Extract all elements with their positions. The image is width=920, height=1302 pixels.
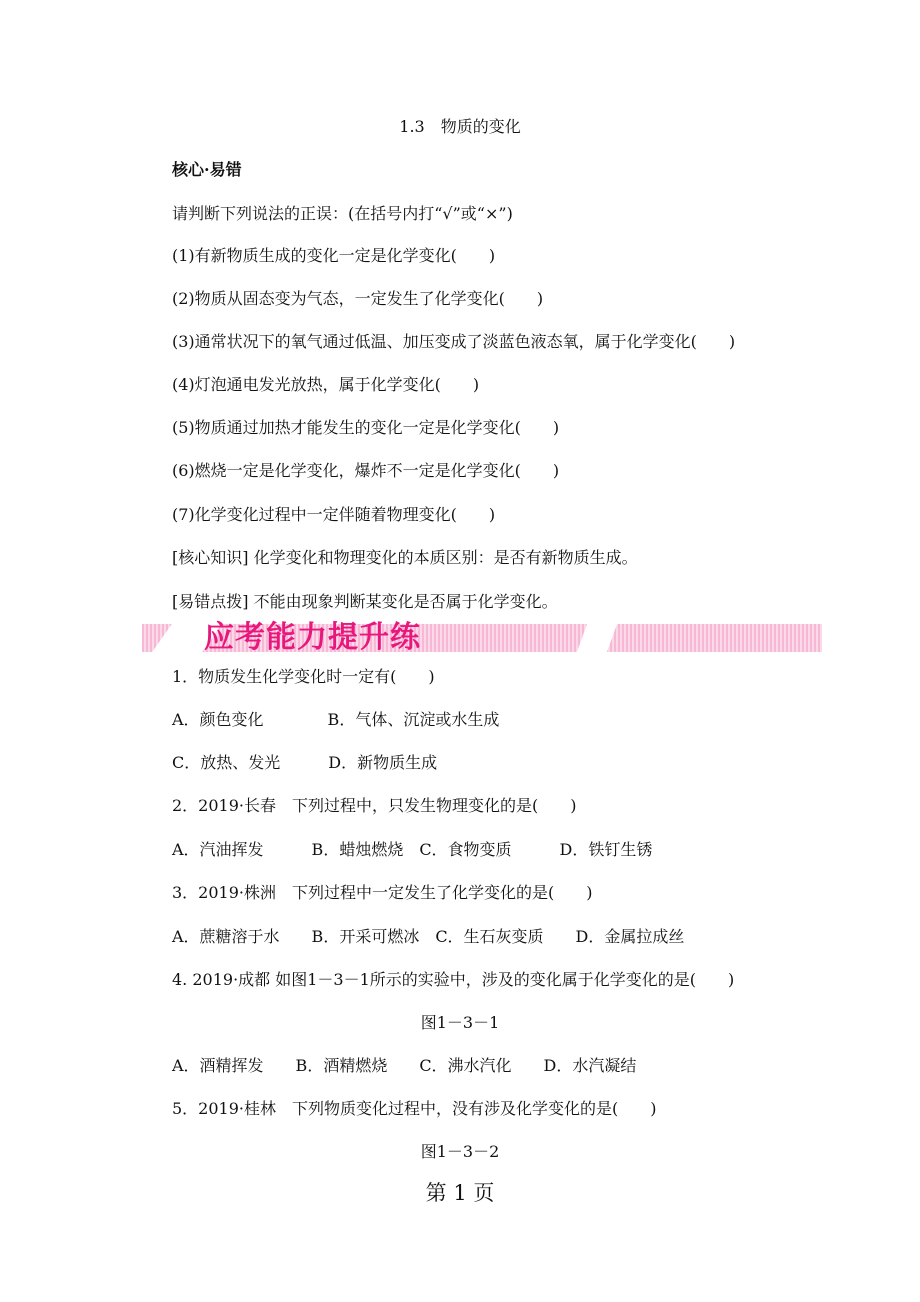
question-1-options-cd: C．放热、发光 D．新物质生成 xyxy=(172,753,438,772)
statement-4: (4)灯泡通电发光放热，属于化学变化( ) xyxy=(172,375,480,394)
error-tip-note: [易错点拨] 不能由现象判断某变化是否属于化学变化。 xyxy=(172,592,558,611)
statement-7: (7)化学变化过程中一定伴随着物理变化( ) xyxy=(172,505,496,524)
question-5: 5．2019·桂林 下列物质变化过程中，没有涉及化学变化的是( ) xyxy=(172,1099,657,1118)
question-3: 3．2019·株洲 下列过程中一定发生了化学变化的是( ) xyxy=(172,883,593,902)
question-2: 2．2019·长春 下列过程中，只发生物理变化的是( ) xyxy=(172,796,577,815)
statement-3: (3)通常状况下的氧气通过低温、加压变成了淡蓝色液态氧，属于化学变化( ) xyxy=(172,332,736,351)
statement-2: (2)物质从固态变为气态，一定发生了化学变化( ) xyxy=(172,289,544,308)
figure-caption-1-3-1: 图1－3－1 xyxy=(420,1013,500,1032)
banner-title: 应考能力提升练 xyxy=(204,620,421,655)
question-4: 4. 2019·成都 如图1－3－1所示的实验中，涉及的变化属于化学变化的是( ) xyxy=(172,970,735,989)
instruction-text: 请判断下列说法的正误：(在括号内打“√”或“×”) xyxy=(172,204,513,223)
statement-5: (5)物质通过加热才能发生的变化一定是化学变化( ) xyxy=(172,418,560,437)
question-1-options-ab: A．颜色变化 B．气体、沉淀或水生成 xyxy=(172,710,500,729)
question-1: 1．物质发生化学变化时一定有( ) xyxy=(172,667,435,686)
section-heading-core: 核心·易错 xyxy=(172,160,242,179)
question-4-options: A．酒精挥发 B．酒精燃烧 C．沸水汽化 D．水汽凝结 xyxy=(172,1056,637,1075)
page-footer: 第 1 页 xyxy=(425,1181,495,1205)
core-knowledge-note: [核心知识] 化学变化和物理变化的本质区别：是否有新物质生成。 xyxy=(172,548,638,567)
statement-1: (1)有新物质生成的变化一定是化学变化( ) xyxy=(172,246,496,265)
question-2-options: A．汽油挥发 B．蜡烛燃烧 C．食物变质 D．铁钉生锈 xyxy=(172,840,653,859)
statement-6: (6)燃烧一定是化学变化，爆炸不一定是化学变化( ) xyxy=(172,461,560,480)
page-title: 1.3 物质的变化 xyxy=(399,117,521,136)
figure-caption-1-3-2: 图1－3－2 xyxy=(420,1142,500,1161)
section-banner xyxy=(142,620,822,656)
question-3-options: A．蔗糖溶于水 B．开采可燃冰 C．生石灰变质 D．金属拉成丝 xyxy=(172,927,685,946)
